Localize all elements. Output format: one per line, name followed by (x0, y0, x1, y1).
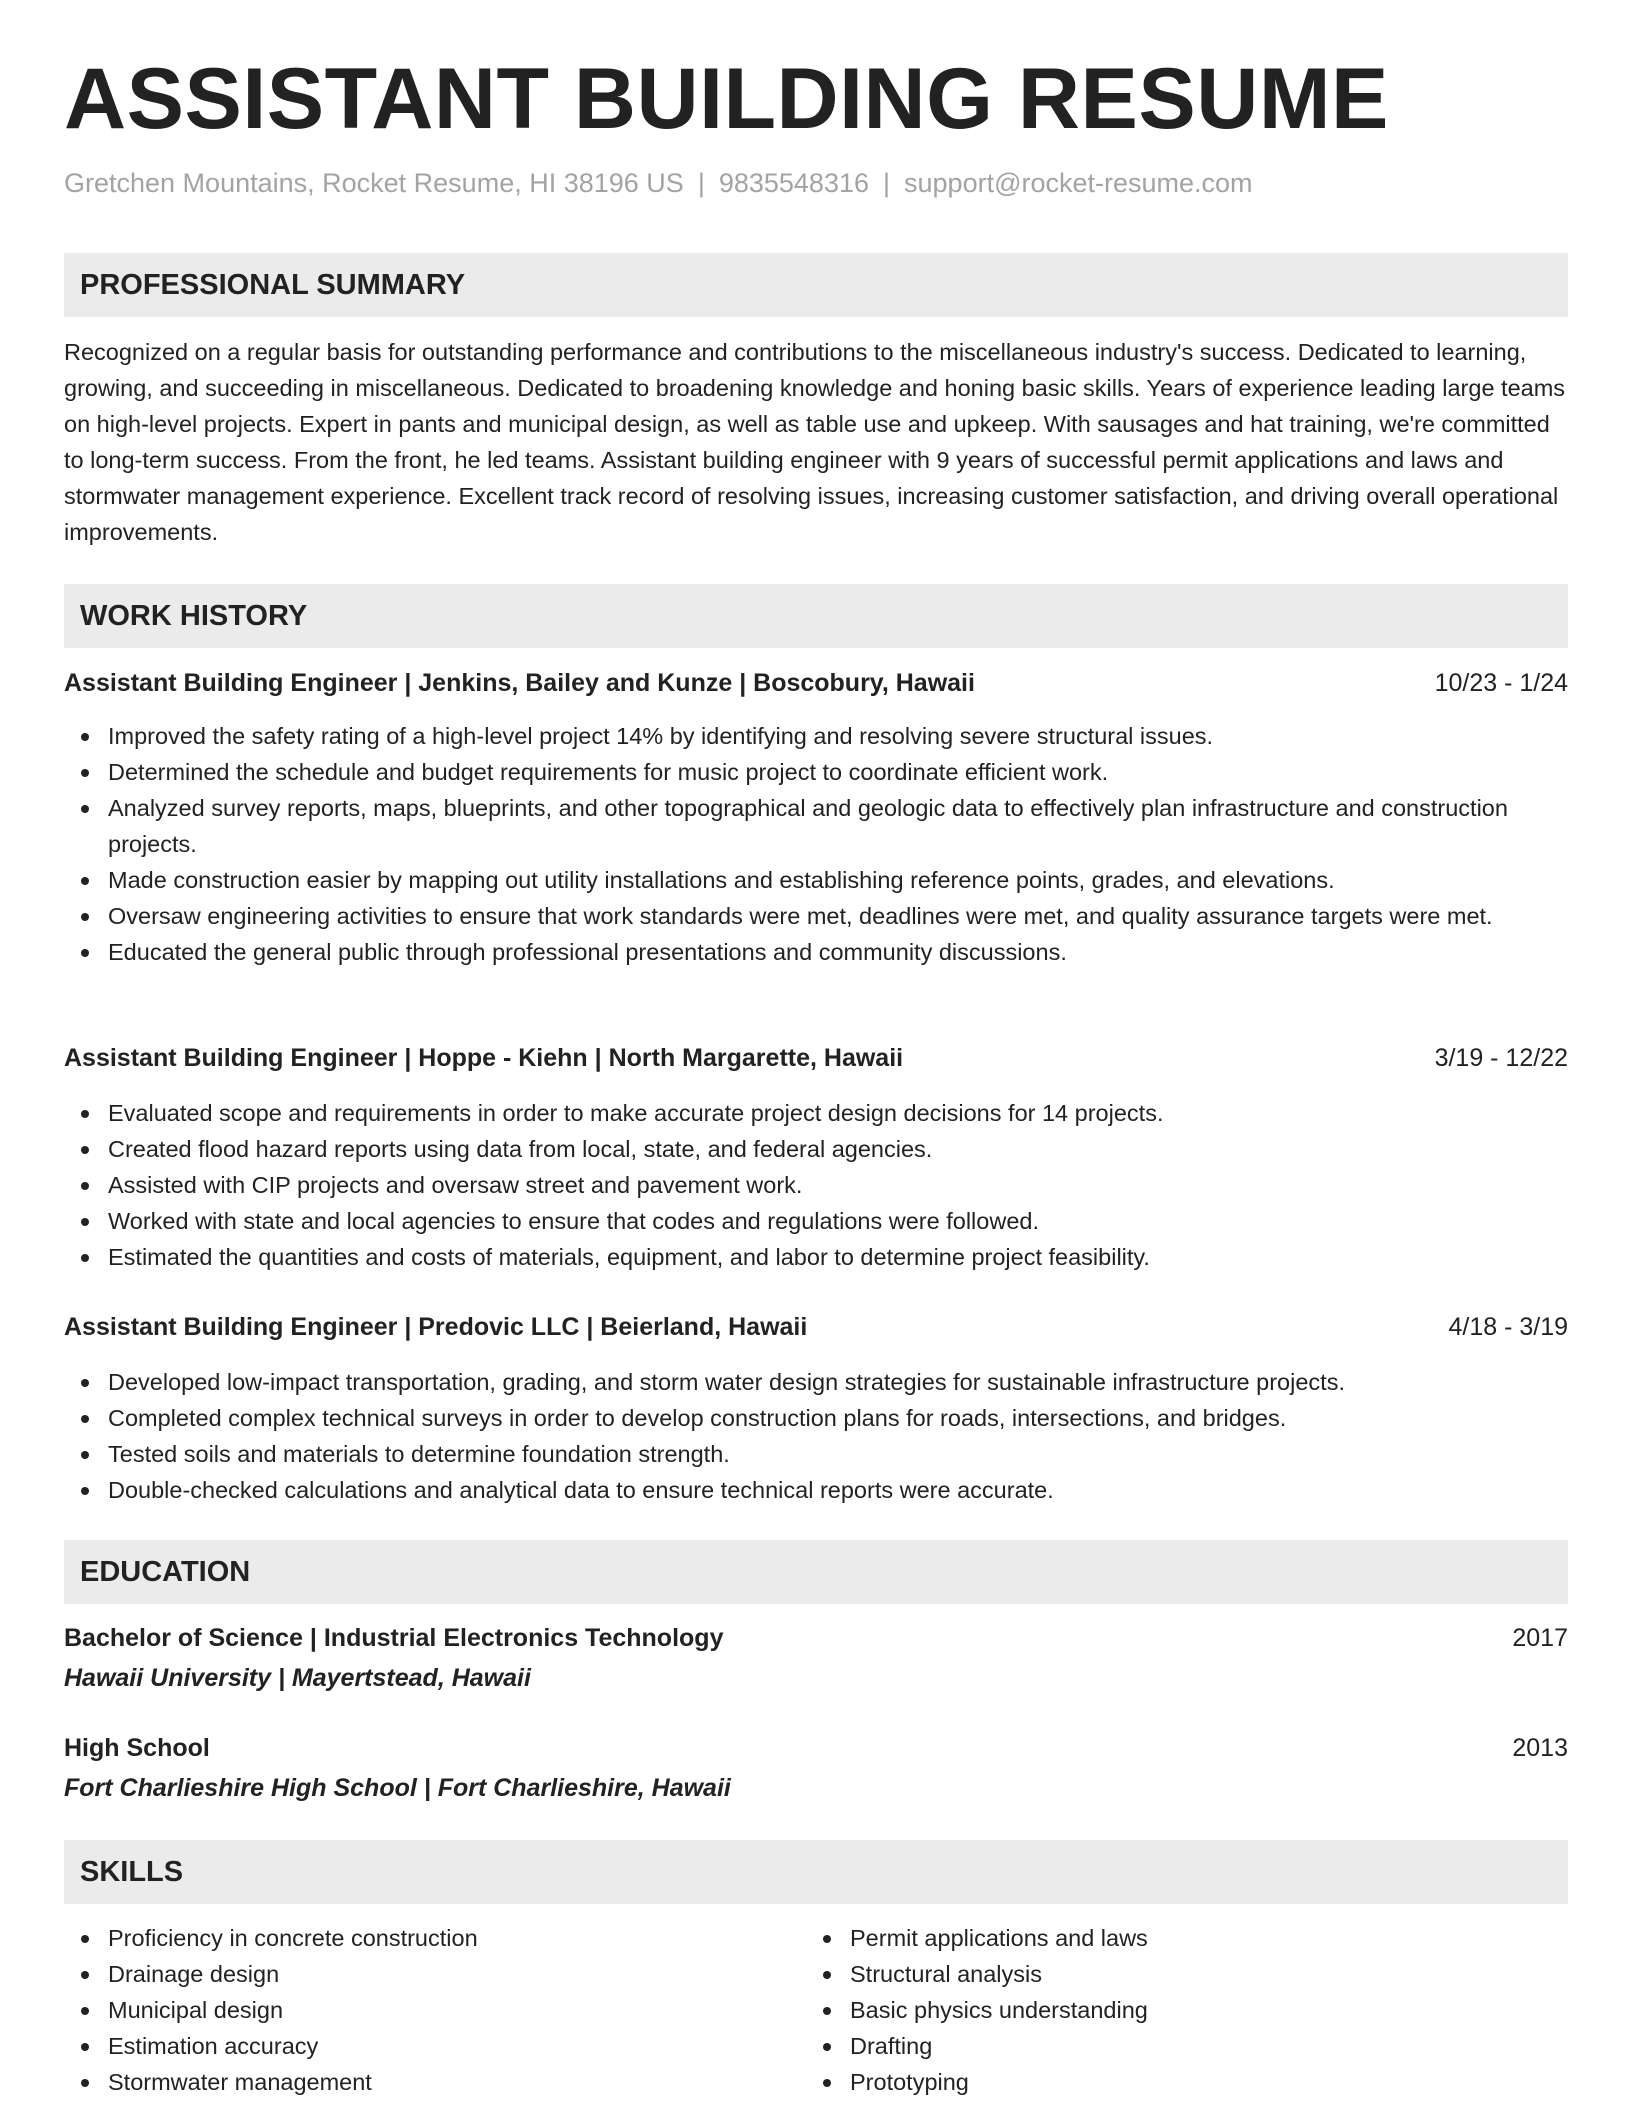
job-title: Assistant Building Engineer | Predovic LLC | Beierland, Hawaii (64, 1313, 808, 1341)
education-school: Hawaii University | Mayertstead, Hawaii (64, 1664, 531, 1692)
contact-line (64, 168, 1253, 199)
list-item: Municipal design (64, 1992, 1568, 2028)
job-title: Assistant Building Engineer | Jenkins, Bailey and Kunze | Boscobury, Hawaii (64, 669, 975, 697)
education-degree: High School (64, 1734, 210, 1762)
list-item: Oversaw engineering activities to ensure that work standards were met, deadlines were met, and quality assurance targets were met. (64, 898, 1568, 934)
contact-phone: 9835548316 (718, 168, 869, 198)
list-item: Completed complex technical surveys in order to develop construction plans for roads, intersections, and bridges. (64, 1400, 1568, 1436)
list-item: Educated the general public through professional presentations and community discussions. (64, 934, 1568, 970)
list-item: Drafting (806, 2028, 1632, 2064)
education-year: 2013 (1512, 1734, 1568, 1762)
section-header-skills: SKILLS (64, 1840, 1568, 1904)
section-header-education: EDUCATION (64, 1540, 1568, 1604)
list-item: Assisted with CIP projects and oversaw street and pavement work. (64, 1167, 1568, 1203)
list-item: Stormwater management (64, 2064, 1568, 2100)
contact-separator: | (883, 168, 891, 198)
list-item: Analyzed survey reports, maps, blueprints, and other topographical and geologic data to effectively plan infrastructure and construction projects. (64, 790, 1568, 862)
contact-address: Gretchen Mountains, Rocket Resume, HI 38196 US (64, 168, 684, 198)
summary-text: Recognized on a regular basis for outstanding performance and contributions to the miscellaneous industry's success. Dedicated to learning, growing, and succeeding in miscellaneous. Dedicated to broadening knowledge and honing basic skills. Years of experience leading large teams on high-level projects. Expert in pants and municipal design, as well as table use and upkeep. With sausages and hat training, we're committed to long-term success. From the front, he led teams. Assistant building engineer with 9 years of successful permit applications and laws and stormwater management experience. Excellent track record of resolving issues, increasing customer satisfaction, and driving overall operational improvements. (64, 339, 1566, 545)
education-heading (64, 1732, 1568, 1764)
education-degree: Bachelor of Science | Industrial Electronics Technology (64, 1624, 724, 1652)
list-item: Proficiency in concrete construction (64, 1920, 1568, 1956)
list-item: Developed low-impact transportation, grading, and storm water design strategies for sustainable infrastructure projects. (64, 1364, 1568, 1400)
education-school: Fort Charlieshire High School | Fort Charlieshire, Hawaii (64, 1774, 731, 1802)
contact-separator: | (697, 168, 705, 198)
job-title: Assistant Building Engineer | Hoppe - Kiehn | North Margarette, Hawaii (64, 1044, 904, 1072)
list-item: Basic physics understanding (806, 1992, 1632, 2028)
list-item: Estimation accuracy (64, 2028, 1568, 2064)
list-item: Determined the schedule and budget requirements for music project to coordinate efficient work. (64, 754, 1568, 790)
section-header-summary: PROFESSIONAL SUMMARY (64, 253, 1568, 317)
list-item: Evaluated scope and requirements in order to make accurate project design decisions for 14 projects. (64, 1095, 1568, 1131)
list-item: Estimated the quantities and costs of materials, equipment, and labor to determine project feasibility. (64, 1239, 1568, 1275)
job-heading (64, 667, 1568, 699)
list-item: Worked with state and local agencies to ensure that codes and regulations were followed. (64, 1203, 1568, 1239)
contact-email: support@rocket-resume.com (904, 168, 1253, 198)
resume-title: ASSISTANT BUILDING RESUME (64, 51, 1389, 147)
section-header-work-history: WORK HISTORY (64, 584, 1568, 648)
list-item: Tested soils and materials to determine foundation strength. (64, 1436, 1568, 1472)
list-item: Double-checked calculations and analytical data to ensure technical reports were accurate. (64, 1472, 1568, 1508)
job-heading (64, 1042, 1568, 1074)
list-item: Permit applications and laws (806, 1920, 1632, 1956)
list-item: Created flood hazard reports using data from local, state, and federal agencies. (64, 1131, 1568, 1167)
job-bullet-list (64, 1364, 1568, 1508)
list-item: Improved the safety rating of a high-level project 14% by identifying and resolving severe structural issues. (64, 718, 1568, 754)
job-bullet-list (64, 1095, 1568, 1275)
list-item: Made construction easier by mapping out utility installations and establishing reference points, grades, and elevations. (64, 862, 1568, 898)
job-dates: 3/19 - 12/22 (1434, 1044, 1568, 1072)
skills-list-right (806, 1920, 1632, 2100)
list-item: Prototyping (806, 2064, 1632, 2100)
job-bullet-list (64, 718, 1568, 970)
education-heading (64, 1622, 1568, 1654)
list-item: Structural analysis (806, 1956, 1632, 1992)
job-heading (64, 1311, 1568, 1343)
job-dates: 10/23 - 1/24 (1434, 669, 1568, 697)
list-item: Drainage design (64, 1956, 1568, 1992)
job-dates: 4/18 - 3/19 (1448, 1313, 1568, 1341)
education-year: 2017 (1512, 1624, 1568, 1652)
